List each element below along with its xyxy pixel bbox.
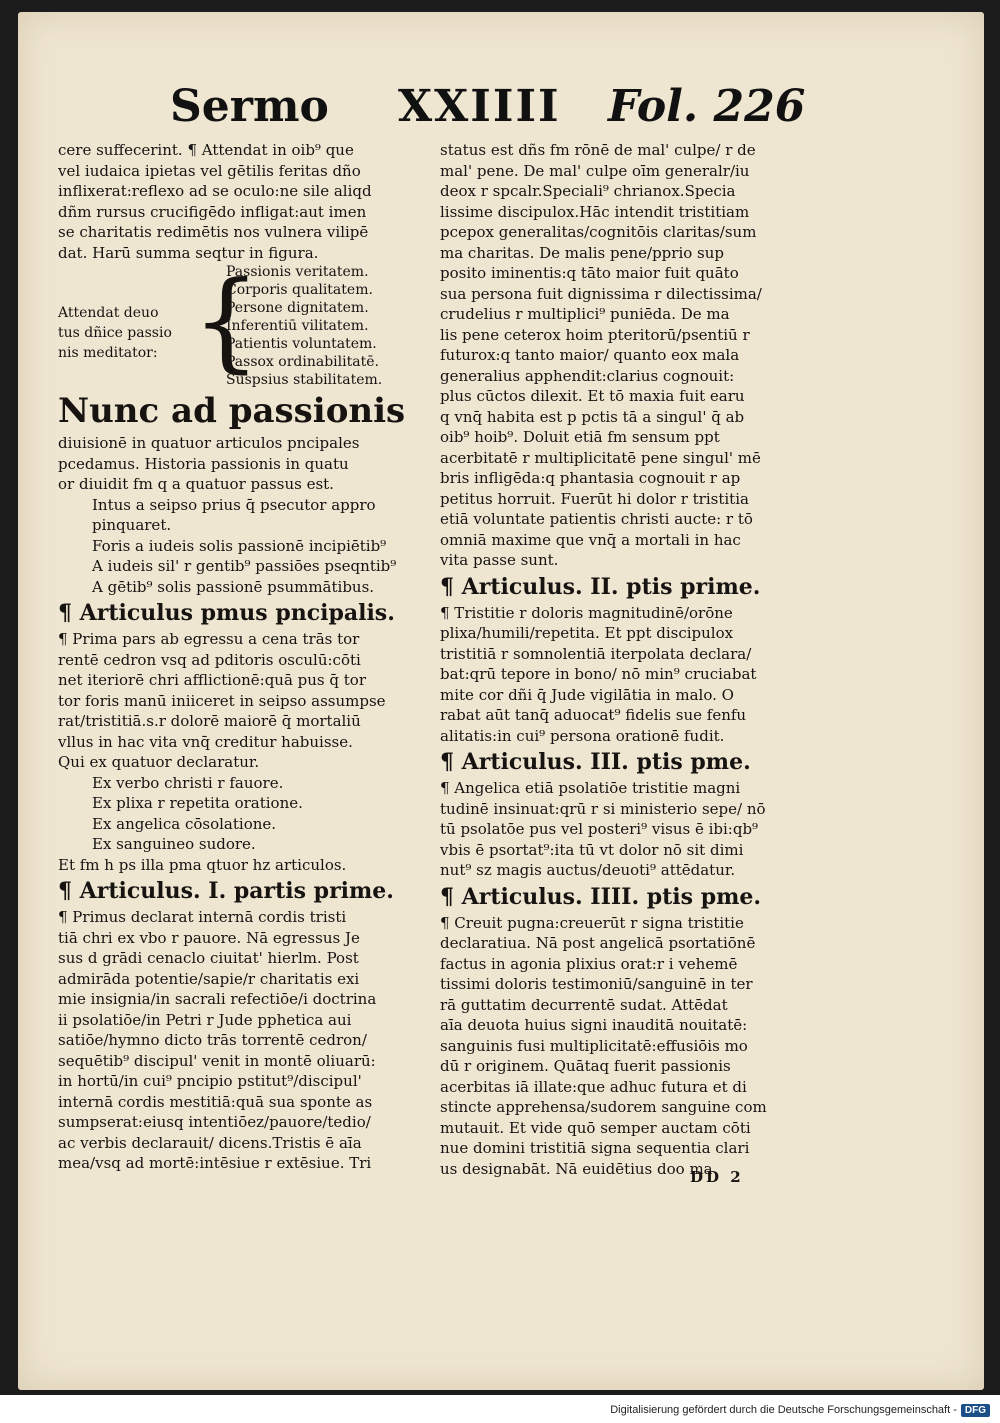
text-line: in hortū/in cui⁹ pncipio pstitut⁹/discipul' [58, 1072, 362, 1090]
text-line: plus cūctos dilexit. Et tō maxia fuit earu [440, 387, 745, 405]
text-line: acerbitatē r multiplicitatē pene singul' mē [440, 448, 761, 467]
article-heading: ¶ Articulus pmus pncipalis. [58, 600, 395, 626]
folio-number: Fol. 226 [608, 81, 806, 132]
text-line: vel iudaica ipietas vel gētilis feritas dño [58, 161, 361, 180]
list-item: Ex angelica cōsolatione. [92, 814, 277, 833]
indented-line: Foris a iudeis solis passionē incipiētib⁹ [92, 536, 387, 555]
text-line: acerbitas iā illate:que adhuc futura et di [440, 1077, 747, 1096]
article-heading: ¶ Articulus. I. partis prime. [58, 878, 394, 904]
text-line: stincte apprehensa/sudorem sanguine com [440, 1098, 767, 1116]
brace-label-line: Attendat deuo [58, 305, 159, 321]
text-line: aīa deuota huius signi inauditā nouitatē: [440, 1016, 748, 1034]
text-line: lissime discipulox.Hāc intendit tristitiam [440, 202, 750, 221]
text-line: tristitiā r somnolentiā iterpolata declara/ [440, 644, 752, 663]
dfg-logo: DFG [961, 1404, 990, 1417]
text-line: sanguinis fusi multiplicitatē:effusiōis mo [440, 1036, 748, 1055]
text-line: ¶ Tristitie r doloris magnitudinē/orōne [440, 603, 733, 622]
text-line: nut⁹ sz magis auctus/deuoti⁹ attēdatur. [440, 861, 736, 879]
text-line: dñm rursus crucifigēdo infligat:aut imen [58, 202, 367, 221]
text-line: sus d grādi cenaclo ciuitat' hierlm. Post [58, 949, 359, 967]
text-line: ¶ Angelica etiā psolatiōe tristitie magni [440, 779, 741, 797]
text-line: ii psolatiōe/in Petri r Jude pphetica aui [58, 1010, 352, 1029]
text-line: satiōe/hymno dicto trās torrentē cedron/ [58, 1031, 367, 1049]
right-column [440, 140, 816, 1179]
text-line: ma charitas. De malis pene/pprio sup [440, 243, 725, 262]
text-line: ¶ Creuit pugna:creuerūt r signa tristitie [440, 913, 744, 932]
text-line: bat:qrū tepore in bono/ nō min⁹ cruciabat [440, 665, 757, 683]
text-line: inflixerat:reflexo ad se oculo:ne sile aliqd [58, 182, 372, 200]
text-line: vbis ē psortat⁹:ita tū vt dolor nō sit dimi [440, 840, 744, 859]
running-title: Sermo [170, 81, 329, 132]
brace-item: Passionis veritatem. [226, 264, 369, 280]
text-line: tor foris manū iniiceret in seipso assumpse [58, 691, 386, 710]
text-line: tudinē insinuat:qrū r si ministerio sepe/ nō [440, 799, 766, 818]
brace-label-line: nis meditator: [58, 345, 158, 361]
sermon-number: XXIIII [398, 81, 561, 132]
text-line: tiā chri ex vbo r pauore. Nā egressus Je [58, 928, 360, 947]
text-line: alitatis:in cui⁹ persona orationē fudit. [440, 726, 725, 745]
text-line: diuisionē in quatuor articulos pncipales [58, 434, 360, 452]
text-line: posito iminentis:q tāto maior fuit quāto [440, 264, 739, 282]
brace-item: Patientis voluntatem. [226, 336, 377, 352]
text-line: tissimi doloris testimoniū/sanguinē in ter [440, 975, 753, 993]
indented-line: Intus a seipso prius q̄ psecutor appro [92, 495, 376, 514]
text-line: plixa/humili/repetita. Et ppt discipulox [440, 624, 734, 642]
text-line: se charitatis redimētis nos vulnera vilipē [58, 223, 369, 241]
brace-item: Suspsius stabilitatem. [226, 372, 383, 388]
text-line: sequētib⁹ discipul' venit in montē oliuarū: [58, 1051, 376, 1070]
text-line: rā guttatim decurrentē sudat. Attēdat [440, 995, 728, 1014]
brace-item: Passox ordinabilitatē. [226, 354, 379, 370]
text-line: oib⁹ hoib⁹. Doluit etiā fm sensum ppt [440, 428, 720, 446]
text-line: mite cor dñi q̄ Jude vigilātia in malo. O [440, 685, 734, 704]
text-line: net iteriorē chri afflictionē:quā pus q̄ tor [58, 671, 366, 689]
text-line: us designabāt. Nā euidētius doo ma [440, 1159, 713, 1178]
list-item: Ex sanguineo sudore. [92, 835, 256, 853]
brace-block [58, 259, 440, 389]
text-line: lis pene ceterox hoim pteritorū/psentiū r [440, 325, 750, 344]
section-heading-large: Nunc ad passionis [58, 391, 406, 431]
brace-symbol: { [192, 259, 261, 384]
article-heading: ¶ Articulus. II. ptis prime. [440, 573, 761, 600]
text-line: sumpserat:eiusq intentiōez/pauore/tedio/ [58, 1113, 371, 1131]
text-line: dū r originem. Quātaq fuerit passionis [440, 1057, 731, 1075]
text-line: internā cordis mestitiā:quā sua sponte as [58, 1092, 373, 1111]
text-line: sua persona fuit dignissima r dilectissima/ [440, 284, 762, 303]
text-line: mutauit. Et vide quō semper auctam cōti [440, 1118, 751, 1137]
text-line: nue domini tristitiā signa sequentia clari [440, 1139, 750, 1157]
text-line: vllus in hac vita vnq̄ creditur habuisse. [58, 732, 353, 751]
brace-item: Persone dignitatem. [226, 300, 369, 316]
article-heading: ¶ Articulus. III. ptis pme. [440, 749, 751, 775]
text-line: mie insignia/in sacrali refectiōe/i doctrina [58, 990, 377, 1008]
text-line: omniā maxime que vnq̄ a mortali in hac [440, 530, 741, 549]
indented-line: A iudeis sil' r gentib⁹ passiōes pseqntib⁹ [92, 557, 397, 575]
text-line: admirāda potentie/sapie/r charitatis exi [58, 969, 360, 988]
text-line: deox r spcalr.Speciali⁹ chrianox.Specia [440, 182, 736, 200]
left-column [58, 140, 440, 1174]
text-line: bris infligēda:q phantasia cognouit r ap [440, 469, 741, 487]
list-item: Ex verbo christi r fauore. [92, 773, 284, 792]
digitization-footer [610, 1401, 990, 1419]
text-line: mal' pene. De mal' culpe oīm generalr/iu [440, 161, 750, 180]
text-line: mea/vsq ad mortē:intēsiue r extēsiue. Tri [58, 1154, 372, 1172]
text-line: ¶ Prima pars ab egressu a cena trās tor [58, 630, 360, 648]
text-line: dat. Harū summa seqtur in figura. [58, 243, 319, 262]
summary-line: Et fm h ps illa pma qtuor hz articulos. [58, 855, 347, 874]
text-line: ac verbis declarauit/ dicens.Tristis ē aīa [58, 1133, 362, 1152]
signature-mark: DD 2 [690, 1168, 744, 1186]
text-line: pcedamus. Historia passionis in quatu [58, 454, 349, 473]
indented-line: A gētib⁹ solis passionē psummātibus. [92, 577, 375, 596]
text-line: crudelius r multiplici⁹ puniēda. De ma [440, 305, 730, 323]
text-line: futurox:q tanto maior/ quanto eox mala [440, 346, 740, 364]
text-line: petitus horruit. Fuerūt hi dolor r tristitia [440, 489, 749, 508]
text-line: factus in agonia plixius orat:r i vehemē [440, 954, 738, 973]
text-line: tū psolatōe pus vel posteri⁹ visus ē ibi:qb⁹ [440, 820, 759, 838]
indented-line: pinquaret. [92, 516, 172, 534]
brace-label-line: tus dñice passio [58, 325, 172, 341]
text-line: etiā voluntate patientis christi aucte: r tō [440, 510, 753, 528]
text-line: cere suffecerint. ¶ Attendat in oib⁹ que [58, 141, 354, 159]
article-heading: ¶ Articulus. IIII. ptis pme. [440, 883, 762, 910]
text-line: status est dñs fm rōnē de mal' culpe/ r de [440, 141, 756, 159]
list-item: Ex plixa r repetita oratione. [92, 794, 303, 812]
brace-item: Corporis qualitatem. [226, 282, 373, 298]
text-line: declaratiua. Nā post angelicā psortatiōnē [440, 934, 756, 952]
text-line: generalius apphendit:clarius cognouit: [440, 366, 735, 385]
text-line: Qui ex quatuor declaratur. [58, 753, 260, 771]
text-line: rentē cedron vsq ad pditoris osculū:cōti [58, 650, 361, 669]
text-line: ¶ Primus declarat internā cordis tristi [58, 908, 347, 926]
brace-item: Inferentiū vilitatem. [226, 318, 369, 334]
text-line: or diuidit fm q a quatuor passus est. [58, 475, 334, 493]
text-line: q vnq̄ habita est p pctis tā a singul' q̄ ab [440, 407, 745, 426]
text-line: pcepox generalitas/cognitōis claritas/sum [440, 223, 757, 241]
text-line: vita passe sunt. [440, 551, 559, 569]
text-line: rat/tristitiā.s.r dolorē maiorē q̄ mortaliū [58, 712, 361, 730]
footer-text: Digitalisierung gefördert durch die Deutsche Forschungsgemeinschaft - [610, 1404, 957, 1416]
text-line: rabat aūt tanq̄ aduocat⁹ fidelis sue fenfu [440, 706, 747, 724]
